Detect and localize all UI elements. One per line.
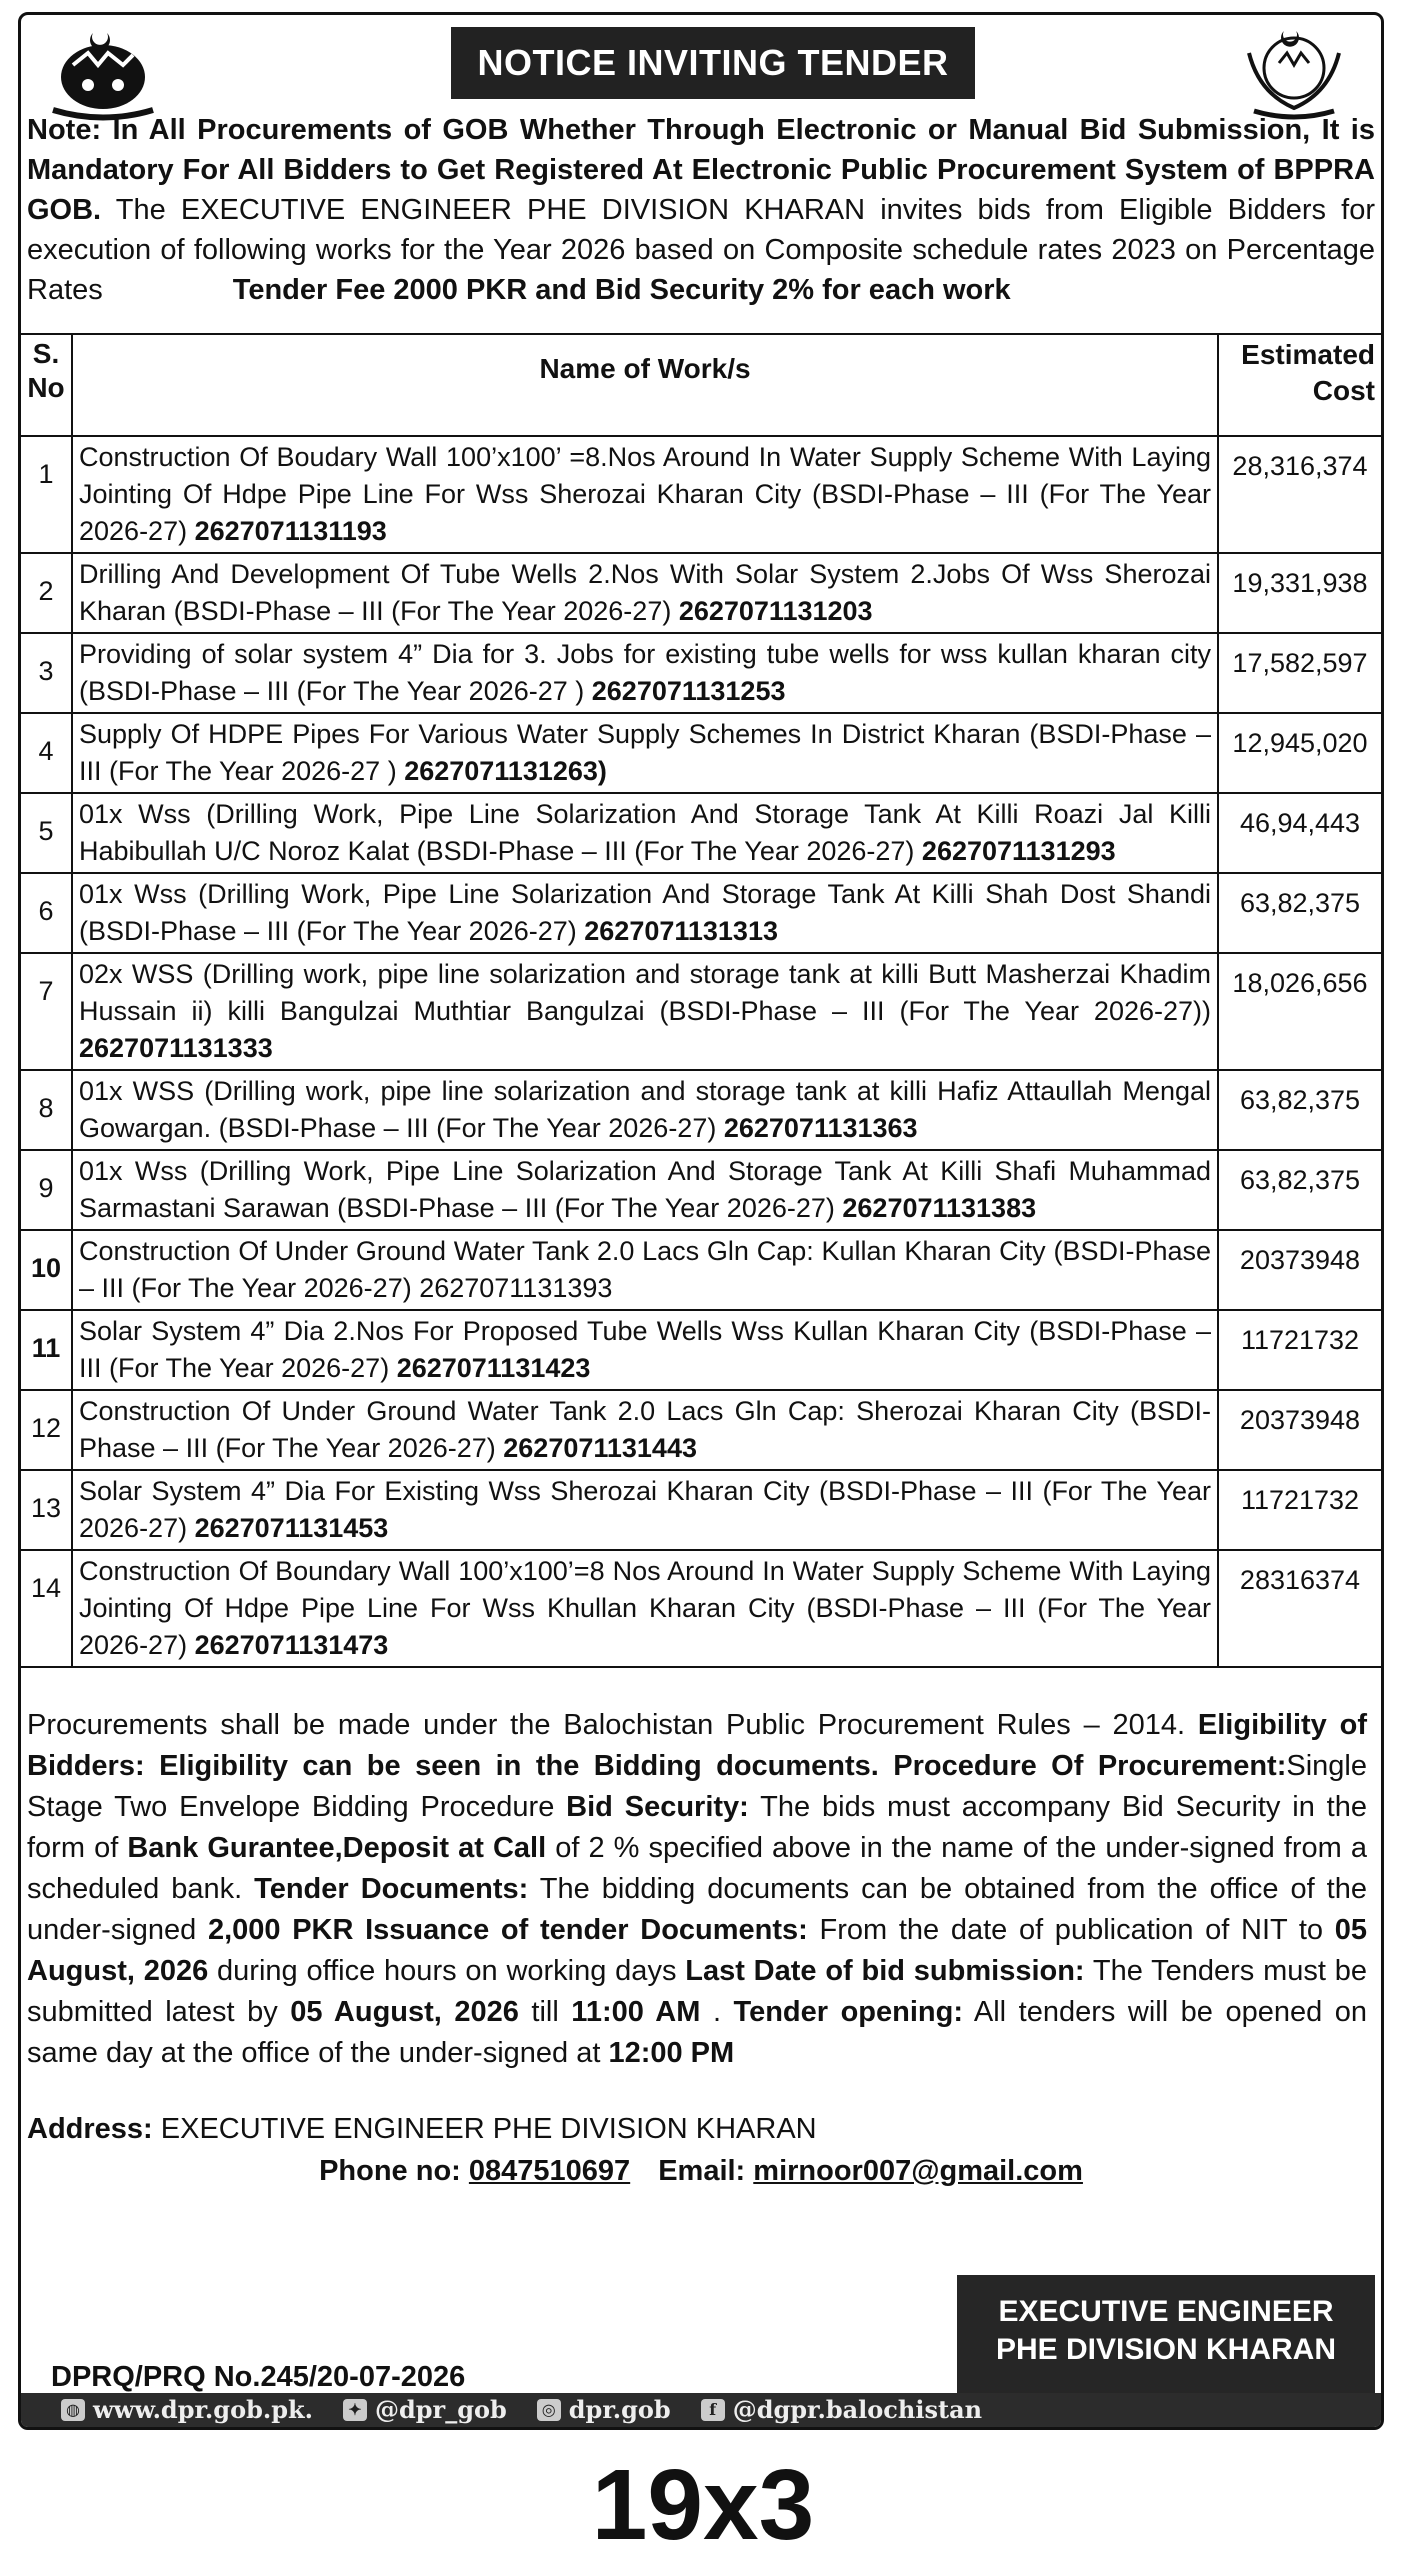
phone-number[interactable]: 0847510697: [468, 2155, 631, 2187]
footer-instagram[interactable]: dpr.gob: [568, 2395, 671, 2424]
row-sno: 10: [21, 1230, 72, 1310]
registration-note: Note: In All Procurements of GOB Whether Through Electronic or Manual Bid Submission, It is Mandatory For All Bidders to Get Registered At Electronic Public Procurement System of BPPRA GOB.: [27, 114, 1375, 226]
table-row: [21, 873, 1381, 953]
notice-frame: [18, 12, 1384, 2430]
facebook-icon: f: [701, 2399, 725, 2421]
row-work-name: [72, 953, 1218, 1070]
work-code: 2627071131203: [678, 596, 873, 626]
work-description: 02x WSS (Drilling work, pipe line solarization and storage tank at killi Butt Masherzai Khadim Hussain ii) killi Bangulzai Muthtiar Bangulzai (BSDI-Phase – III (For The Year 2026-27)): [79, 959, 1211, 1026]
row-estimated-cost: 63,82,375: [1218, 1150, 1381, 1230]
contact-line: [21, 2155, 1381, 2188]
table-row: [21, 1230, 1381, 1310]
procedure-segment: during office hours on working days: [208, 1955, 686, 1987]
procurement-paragraph: [27, 1705, 1367, 2074]
row-estimated-cost: 11721732: [1218, 1310, 1381, 1390]
table-row: [21, 953, 1381, 1070]
row-work-name: [72, 1150, 1218, 1230]
procedure-segment: 12:00 PM: [608, 2037, 735, 2069]
work-description: Construction Of Boundary Wall 100’x100’=8 Nos Around In Water Supply Scheme With Laying Jointing Of Hdpe Pipe Line For Wss Khullan Kharan City (BSDI-Phase – III (For The Year 2026-27): [79, 1556, 1211, 1660]
row-sno: 5: [21, 793, 72, 873]
work-description: 01x Wss (Drilling Work, Pipe Line Solarization And Storage Tank At Killi Shah Dost Shandi (BSDI-Phase – III (For The Year 2026-27): [79, 879, 1211, 946]
procedure-segment: From the date of publication of NIT to: [807, 1914, 1335, 1946]
footer-facebook[interactable]: @dgpr.balochistan: [732, 2395, 983, 2424]
table-row: [21, 1550, 1381, 1667]
table-row: [21, 1150, 1381, 1230]
work-code: 2627071131193: [194, 516, 387, 546]
twitter-icon: ✦: [343, 2399, 367, 2421]
footer-twitter[interactable]: @dpr_gob: [374, 2395, 507, 2424]
table-row: [21, 633, 1381, 713]
procedure-segment: Bid Security:: [566, 1791, 749, 1823]
procedure-segment: Bank Gurantee,Deposit at Call: [127, 1832, 547, 1864]
row-work-name: [72, 713, 1218, 793]
work-description: Construction Of Under Ground Water Tank 2.0 Lacs Gln Cap: Kullan Kharan City (BSDI-Phase – III (For The Year 2026-27) 2627071131393: [79, 1236, 1211, 1303]
phone-label: Phone no:: [319, 2155, 469, 2187]
work-description: 01x Wss (Drilling Work, Pipe Line Solarization And Storage Tank At Killi Roazi Jal Killi Habibullah U/C Noroz Kalat (BSDI-Phase – III (For The Year 2026-27): [79, 799, 1211, 866]
row-work-name: [72, 1070, 1218, 1150]
work-code: 2627071131253: [591, 676, 786, 706]
row-work-name: [72, 1470, 1218, 1550]
signatory-division: PHE DIVISION KHARAN: [995, 2333, 1337, 2366]
footer-website[interactable]: www.dpr.gob.pk.: [93, 2395, 313, 2424]
work-description: 01x Wss (Drilling Work, Pipe Line Solarization And Storage Tank At Killi Shafi Muhammad Sarmastani Sarawan (BSDI-Phase – III (For The Year 2026-27): [79, 1156, 1211, 1223]
col-sno: S. No: [21, 334, 72, 436]
signatory-title: EXECUTIVE ENGINEER: [998, 2295, 1334, 2328]
work-code: 2627071131363: [723, 1113, 918, 1143]
work-code: 2627071131333: [79, 1033, 273, 1063]
procedure-segment: of 2 % specified above in the name of the under-signed from a scheduled bank.: [27, 1832, 1367, 1905]
row-work-name: [72, 873, 1218, 953]
procedure-segment: 05 August, 2026: [27, 1914, 1367, 1987]
procedure-segment: till: [518, 1996, 572, 2028]
procedure-segment: 2,000 PKR Issuance of tender Documents:: [207, 1914, 808, 1946]
row-sno: 12: [21, 1390, 72, 1470]
row-sno: 11: [21, 1310, 72, 1390]
procedure-segment: 11:00 AM: [571, 1996, 701, 2028]
work-code: 2627071131293: [921, 836, 1116, 866]
row-estimated-cost: 28316374: [1218, 1550, 1381, 1667]
procedure-segment: 05 August, 2026: [290, 1996, 519, 2028]
row-work-name: [72, 633, 1218, 713]
address-label: Address:: [27, 2113, 153, 2145]
row-estimated-cost: 63,82,375: [1218, 873, 1381, 953]
procedure-segment: .: [700, 1996, 734, 2028]
address-value: EXECUTIVE ENGINEER PHE DIVISION KHARAN: [152, 2113, 817, 2145]
work-description: Providing of solar system 4” Dia for 3. Jobs for existing tube wells for wss kullan kharan city (BSDI-Phase – III (For The Year 2026-27 ): [79, 639, 1211, 706]
ad-size-label: 19x3: [591, 2449, 815, 2561]
tender-fee: Tender Fee 2000 PKR and Bid Security 2% for each work: [232, 274, 1011, 306]
row-sno: 7: [21, 953, 72, 1070]
row-sno: 6: [21, 873, 72, 953]
row-estimated-cost: 28,316,374: [1218, 436, 1381, 553]
work-code: 2627071131263): [404, 756, 607, 786]
row-estimated-cost: 19,331,938: [1218, 553, 1381, 633]
procedure-segment: Tender opening:: [733, 1996, 963, 2028]
work-description: 01x WSS (Drilling work, pipe line solarization and storage tank at killi Hafiz Attaullah Mengal Gowargan. (BSDI-Phase – III (For The Year 2026-27): [79, 1076, 1211, 1143]
email-link[interactable]: mirnoor007@gmail.com: [753, 2155, 1083, 2187]
table-row: [21, 1470, 1381, 1550]
row-work-name: [72, 436, 1218, 553]
work-description: Drilling And Development Of Tube Wells 2.Nos With Solar System 2.Jobs Of Wss Sherozai Kharan (BSDI-Phase – III (For The Year 2026-27): [79, 559, 1211, 626]
reference-number: DPRQ/PRQ No.245/20-07-2026: [51, 2361, 466, 2393]
work-description: Supply Of HDPE Pipes For Various Water Supply Schemes In District Kharan (BSDI-Phase – III (For The Year 2026-27 ): [79, 719, 1211, 786]
signatory-box: [957, 2275, 1375, 2395]
balochistan-emblem-right: [1229, 23, 1359, 123]
table-row: [21, 553, 1381, 633]
row-sno: 2: [21, 553, 72, 633]
row-sno: 4: [21, 713, 72, 793]
row-estimated-cost: 18,026,656: [1218, 953, 1381, 1070]
row-work-name: [72, 1230, 1218, 1310]
work-description: Construction Of Boudary Wall 100’x100’ =8.Nos Around In Water Supply Scheme With Laying Jointing Of Hdpe Pipe Line For Wss Sherozai Kharan City (BSDI-Phase – III (For The Year 2026-27): [79, 442, 1211, 546]
work-code: 2627071131313: [584, 916, 778, 946]
table-row: [21, 793, 1381, 873]
row-estimated-cost: 20373948: [1218, 1230, 1381, 1310]
row-work-name: [72, 553, 1218, 633]
row-estimated-cost: 46,94,443: [1218, 793, 1381, 873]
procedure-segment: The bidding documents can be obtained from the office of the under-signed: [27, 1873, 1367, 1946]
table-row: [21, 436, 1381, 553]
row-work-name: [72, 1310, 1218, 1390]
footer-bar: [21, 2393, 1381, 2427]
notice-title: NOTICE INVITING TENDER: [451, 27, 975, 99]
works-table: [21, 333, 1381, 1668]
work-description: Solar System 4” Dia 2.Nos For Proposed Tube Wells Wss Kullan Kharan City (BSDI-Phase – III (For The Year 2026-27): [79, 1316, 1211, 1383]
row-work-name: [72, 793, 1218, 873]
table-row: [21, 1390, 1381, 1470]
table-header-row: [21, 334, 1381, 436]
table-row: [21, 713, 1381, 793]
work-code: 2627071131423: [396, 1353, 591, 1383]
col-cost: Estimated Cost: [1218, 334, 1381, 436]
table-row: [21, 1070, 1381, 1150]
row-sno: 1: [21, 436, 72, 553]
intro-body: The EXECUTIVE ENGINEER PHE DIVISION KHARAN invites bids from Eligible Bidders for execution of following works for the Year 2026 based on Composite schedule rates 2023 on Percentage Rates: [27, 194, 1375, 306]
procedure-segment: Procurements shall be made under the Balochistan Public Procurement Rules – 2014.: [27, 1709, 1198, 1741]
work-description: Construction Of Under Ground Water Tank 2.0 Lacs Gln Cap: Sherozai Kharan City (BSDI-Phase – III (For The Year 2026-27): [79, 1396, 1211, 1463]
row-estimated-cost: 63,82,375: [1218, 1070, 1381, 1150]
procedure-segment: The bids must accompany Bid Security in the form of: [27, 1791, 1367, 1864]
row-sno: 13: [21, 1470, 72, 1550]
row-estimated-cost: 17,582,597: [1218, 633, 1381, 713]
work-code: 2627071131453: [194, 1513, 389, 1543]
procedure-segment: Last Date of bid submission:: [685, 1955, 1085, 1987]
row-estimated-cost: 12,945,020: [1218, 713, 1381, 793]
work-code: 2627071131443: [503, 1433, 697, 1463]
procedure-segment: Eligibility of Bidders: Eligibility can be seen in the Bidding documents. Procedure Of Procurement:: [27, 1709, 1367, 1782]
table-row: [21, 1310, 1381, 1390]
row-estimated-cost: 20373948: [1218, 1390, 1381, 1470]
col-name: Name of Work/s: [72, 334, 1218, 436]
row-estimated-cost: 11721732: [1218, 1470, 1381, 1550]
email-label: Email:: [658, 2155, 754, 2187]
procedure-segment: Single Stage Two Envelope Bidding Procedure: [27, 1750, 1367, 1823]
row-sno: 14: [21, 1550, 72, 1667]
intro-paragraph: [27, 110, 1375, 310]
procedure-segment: All tenders will be opened on same day at the office of the under-signed at: [27, 1996, 1367, 2069]
globe-icon: ◍: [61, 2399, 85, 2421]
work-code: 2627071131473: [194, 1630, 389, 1660]
row-work-name: [72, 1550, 1218, 1667]
procedure-segment: Tender Documents:: [254, 1873, 529, 1905]
row-sno: 9: [21, 1150, 72, 1230]
work-description: Solar System 4” Dia For Existing Wss Sherozai Kharan City (BSDI-Phase – III (For The Year 2026-27): [79, 1476, 1211, 1543]
row-sno: 3: [21, 633, 72, 713]
instagram-icon: ◎: [537, 2399, 561, 2421]
procedure-segment: The Tenders must be submitted latest by: [27, 1955, 1367, 2028]
row-sno: 8: [21, 1070, 72, 1150]
address-line: [27, 2113, 817, 2146]
row-work-name: [72, 1390, 1218, 1470]
work-code: 2627071131383: [842, 1193, 1037, 1223]
